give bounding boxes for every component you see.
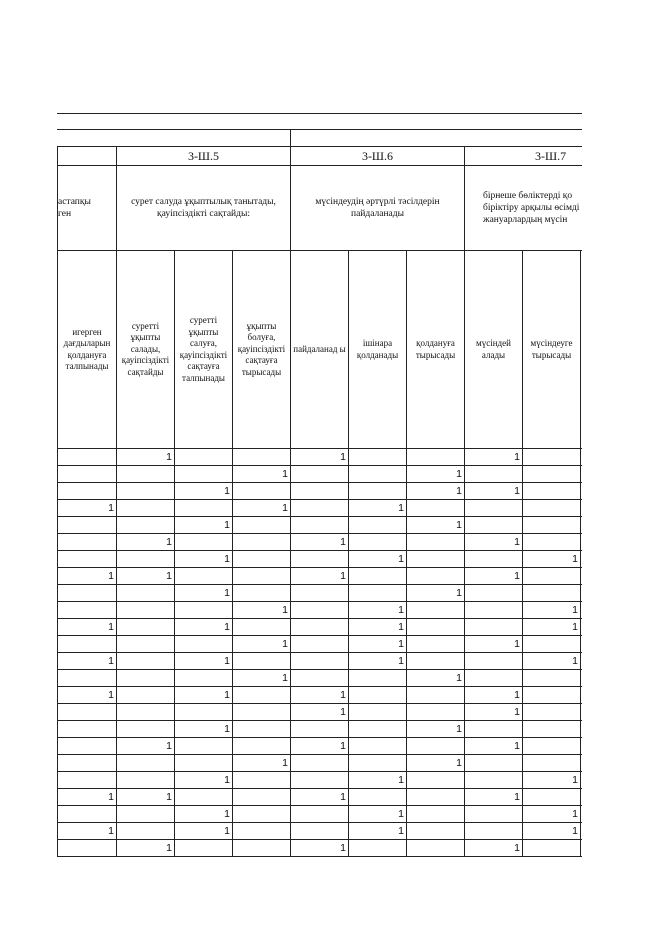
score-cell xyxy=(581,500,583,517)
score-cell xyxy=(291,517,349,534)
score-cell: 1 xyxy=(349,500,407,517)
score-cell xyxy=(291,806,349,823)
score-cell xyxy=(523,449,581,466)
score-cell xyxy=(465,806,523,823)
score-cell xyxy=(523,534,581,551)
score-cell xyxy=(233,806,291,823)
score-cell xyxy=(233,772,291,789)
score-cell xyxy=(349,755,407,772)
score-cell xyxy=(581,772,583,789)
score-cell xyxy=(581,738,583,755)
group-description-cell: сурет салуда ұқыптылық танытады, қауіпсіздікті сақтайды: xyxy=(117,166,291,251)
score-cell xyxy=(233,619,291,636)
score-cell xyxy=(407,704,465,721)
score-cell: 1 xyxy=(291,568,349,585)
score-cell xyxy=(407,687,465,704)
score-cell xyxy=(58,738,117,755)
score-cell xyxy=(523,568,581,585)
score-cell: 1 xyxy=(349,653,407,670)
score-cell: 1 xyxy=(349,619,407,636)
score-cell xyxy=(291,755,349,772)
score-cell xyxy=(407,840,465,857)
score-cell: 1 xyxy=(58,500,117,517)
table-row xyxy=(58,619,583,636)
score-cell xyxy=(291,585,349,602)
score-cell: 1 xyxy=(291,840,349,857)
score-cell xyxy=(581,517,583,534)
score-cell xyxy=(407,823,465,840)
score-cell: 1 xyxy=(117,738,175,755)
top-rule xyxy=(57,113,582,114)
score-cell xyxy=(407,500,465,517)
score-cell: 1 xyxy=(58,568,117,585)
score-cell xyxy=(233,551,291,568)
score-cell xyxy=(407,534,465,551)
score-cell xyxy=(349,738,407,755)
score-cell xyxy=(523,500,581,517)
table-row xyxy=(58,840,583,857)
criterion-cell: игерген дағдыларын қолдануға талпынады xyxy=(58,251,117,449)
score-cell xyxy=(233,789,291,806)
score-cell xyxy=(58,602,117,619)
score-cell xyxy=(523,704,581,721)
score-cell xyxy=(233,704,291,721)
score-cell: 1 xyxy=(523,806,581,823)
score-cell xyxy=(581,602,583,619)
score-cell: 1 xyxy=(233,466,291,483)
score-cell: 1 xyxy=(175,653,233,670)
score-cell xyxy=(407,772,465,789)
score-cell xyxy=(233,721,291,738)
score-cell xyxy=(117,551,175,568)
score-cell xyxy=(407,449,465,466)
score-cell xyxy=(117,806,175,823)
score-cell xyxy=(233,585,291,602)
score-cell xyxy=(349,789,407,806)
score-cell: 1 xyxy=(175,687,233,704)
score-cell: 1 xyxy=(291,738,349,755)
score-cell xyxy=(523,636,581,653)
group-description-cell: бірнеше бөліктерді қо біріктіру арқылы өсімді жануарлардың мүсін xyxy=(465,166,583,251)
score-cell: 1 xyxy=(117,568,175,585)
table-row xyxy=(58,568,583,585)
score-cell xyxy=(407,789,465,806)
score-cell: 1 xyxy=(349,602,407,619)
score-cell: 1 xyxy=(291,704,349,721)
table-row xyxy=(58,772,583,789)
assessment-table xyxy=(57,146,582,857)
score-cell xyxy=(117,500,175,517)
score-cell: 1 xyxy=(465,704,523,721)
score-cell xyxy=(58,551,117,568)
score-cell xyxy=(581,585,583,602)
score-cell xyxy=(175,738,233,755)
score-cell xyxy=(291,772,349,789)
score-cell: 1 xyxy=(175,551,233,568)
score-cell: 1 xyxy=(523,772,581,789)
score-cell xyxy=(581,568,583,585)
score-cell xyxy=(117,466,175,483)
score-cell xyxy=(291,653,349,670)
score-cell xyxy=(349,534,407,551)
score-cell: 1 xyxy=(465,789,523,806)
score-cell xyxy=(465,585,523,602)
score-cell: 1 xyxy=(407,585,465,602)
score-cell: 1 xyxy=(175,483,233,500)
score-cell xyxy=(349,704,407,721)
table-row xyxy=(58,806,583,823)
score-cell xyxy=(175,500,233,517)
score-cell xyxy=(407,551,465,568)
score-cell xyxy=(117,670,175,687)
code-row xyxy=(58,147,583,166)
score-cell xyxy=(465,619,523,636)
score-cell xyxy=(581,687,583,704)
criterion-cell: пайдаланад ы xyxy=(291,251,349,449)
score-cell xyxy=(523,789,581,806)
assessment-sheet xyxy=(57,146,582,882)
score-cell xyxy=(349,585,407,602)
score-cell xyxy=(581,466,583,483)
score-cell: 1 xyxy=(291,449,349,466)
score-cell xyxy=(523,840,581,857)
score-cell xyxy=(58,721,117,738)
score-cell xyxy=(175,568,233,585)
score-cell xyxy=(581,840,583,857)
score-cell xyxy=(465,517,523,534)
score-cell: 1 xyxy=(349,823,407,840)
score-cell: 1 xyxy=(465,483,523,500)
score-cell xyxy=(581,551,583,568)
score-cell xyxy=(407,738,465,755)
score-cell xyxy=(349,466,407,483)
score-cell xyxy=(349,568,407,585)
score-cell xyxy=(175,636,233,653)
score-cell xyxy=(291,483,349,500)
score-cell: 1 xyxy=(407,721,465,738)
score-cell xyxy=(117,823,175,840)
score-cell xyxy=(117,772,175,789)
criterion-cell: мүсіндеуге тырысады xyxy=(523,251,581,449)
score-cell: 1 xyxy=(465,568,523,585)
score-cell xyxy=(58,534,117,551)
score-cell xyxy=(465,755,523,772)
score-cell xyxy=(349,483,407,500)
score-cell xyxy=(117,704,175,721)
score-cell: 1 xyxy=(175,619,233,636)
header-divider xyxy=(290,129,291,146)
score-cell xyxy=(349,721,407,738)
score-cell: 1 xyxy=(465,687,523,704)
score-cell xyxy=(233,483,291,500)
score-cell xyxy=(58,466,117,483)
score-cell xyxy=(175,466,233,483)
score-cell xyxy=(465,466,523,483)
score-cell: 1 xyxy=(291,687,349,704)
score-cell: 1 xyxy=(58,823,117,840)
table-row xyxy=(58,483,583,500)
score-cell: 1 xyxy=(175,585,233,602)
score-cell xyxy=(349,449,407,466)
table-row xyxy=(58,551,583,568)
criterion-cell: суретті ұқыпты салады, қауіпсіздікті сақтайды xyxy=(117,251,175,449)
table-row xyxy=(58,687,583,704)
score-cell xyxy=(465,551,523,568)
score-cell xyxy=(233,568,291,585)
score-cell xyxy=(58,755,117,772)
score-cell xyxy=(117,721,175,738)
score-cell xyxy=(349,670,407,687)
score-cell xyxy=(291,823,349,840)
score-cell xyxy=(581,619,583,636)
score-cell: 1 xyxy=(349,772,407,789)
score-cell xyxy=(233,738,291,755)
header-rule xyxy=(57,129,582,130)
score-cell xyxy=(58,806,117,823)
score-cell xyxy=(523,755,581,772)
score-cell xyxy=(581,704,583,721)
score-cell xyxy=(58,517,117,534)
score-cell xyxy=(117,653,175,670)
criterion-cell: қолдануға тырысады xyxy=(407,251,465,449)
score-cell: 1 xyxy=(291,789,349,806)
score-cell xyxy=(523,670,581,687)
score-cell xyxy=(581,636,583,653)
score-cell xyxy=(523,466,581,483)
score-cell: 1 xyxy=(523,823,581,840)
score-cell xyxy=(58,704,117,721)
criterion-cell: мүсіндей алады xyxy=(465,251,523,449)
score-cell xyxy=(233,823,291,840)
score-cell: 1 xyxy=(523,551,581,568)
score-cell xyxy=(523,687,581,704)
group-code-cell: 3-Ш.5 xyxy=(117,147,291,166)
description-row xyxy=(58,166,583,251)
score-cell xyxy=(581,789,583,806)
score-cell xyxy=(233,449,291,466)
table-row xyxy=(58,534,583,551)
score-cell xyxy=(175,755,233,772)
score-cell xyxy=(117,687,175,704)
score-cell xyxy=(523,517,581,534)
score-cell xyxy=(175,670,233,687)
score-cell xyxy=(58,670,117,687)
group-code-cell: 3-Ш.7 xyxy=(465,147,583,166)
score-cell xyxy=(581,806,583,823)
table-row xyxy=(58,738,583,755)
score-cell xyxy=(175,449,233,466)
table-row xyxy=(58,602,583,619)
table-row xyxy=(58,449,583,466)
score-cell: 1 xyxy=(465,738,523,755)
score-cell xyxy=(291,602,349,619)
score-cell: 1 xyxy=(233,636,291,653)
table-row xyxy=(58,670,583,687)
table-row xyxy=(58,585,583,602)
score-cell: 1 xyxy=(523,619,581,636)
score-cell: 1 xyxy=(349,636,407,653)
score-cell xyxy=(58,483,117,500)
score-cell xyxy=(523,585,581,602)
score-cell: 1 xyxy=(175,806,233,823)
score-cell xyxy=(465,602,523,619)
score-cell xyxy=(233,517,291,534)
score-cell: 1 xyxy=(465,840,523,857)
score-cell xyxy=(465,653,523,670)
score-cell: 1 xyxy=(465,534,523,551)
score-cell: 1 xyxy=(407,670,465,687)
score-cell xyxy=(117,517,175,534)
score-cell: 1 xyxy=(117,789,175,806)
score-cell xyxy=(58,772,117,789)
score-cell xyxy=(523,721,581,738)
score-cell xyxy=(349,840,407,857)
score-cell xyxy=(581,755,583,772)
table-row xyxy=(58,636,583,653)
score-cell: 1 xyxy=(117,534,175,551)
score-cell: 1 xyxy=(58,619,117,636)
score-cell: 1 xyxy=(233,755,291,772)
score-cell: 1 xyxy=(175,721,233,738)
score-cell xyxy=(407,602,465,619)
score-cell xyxy=(117,585,175,602)
score-cell: 1 xyxy=(407,517,465,534)
score-cell: 1 xyxy=(58,789,117,806)
score-cell xyxy=(465,670,523,687)
score-cell xyxy=(233,840,291,857)
score-cell xyxy=(291,500,349,517)
score-cell xyxy=(58,636,117,653)
group-description-cell: астапқы ген xyxy=(58,166,117,251)
score-cell xyxy=(117,619,175,636)
score-cell xyxy=(407,806,465,823)
score-cell xyxy=(58,449,117,466)
score-cell: 1 xyxy=(523,653,581,670)
group-code-cell: 3-Ш.6 xyxy=(291,147,465,166)
score-cell xyxy=(58,840,117,857)
criteria-row xyxy=(58,251,583,449)
table-row xyxy=(58,755,583,772)
score-cell xyxy=(117,755,175,772)
score-cell xyxy=(465,823,523,840)
score-cell xyxy=(581,449,583,466)
score-cell xyxy=(581,721,583,738)
score-cell: 1 xyxy=(175,517,233,534)
score-cell: 1 xyxy=(233,670,291,687)
score-cell xyxy=(523,738,581,755)
score-cell xyxy=(117,483,175,500)
score-cell: 1 xyxy=(407,755,465,772)
score-cell xyxy=(233,534,291,551)
score-cell: 1 xyxy=(117,840,175,857)
score-cell xyxy=(291,636,349,653)
table-row xyxy=(58,823,583,840)
score-cell xyxy=(465,500,523,517)
score-cell xyxy=(581,653,583,670)
score-cell: 1 xyxy=(349,551,407,568)
score-cell: 1 xyxy=(175,823,233,840)
score-cell xyxy=(407,636,465,653)
score-cell: 1 xyxy=(291,534,349,551)
score-cell xyxy=(233,653,291,670)
score-cell xyxy=(349,687,407,704)
score-cell xyxy=(175,534,233,551)
score-cell xyxy=(175,602,233,619)
score-cell xyxy=(175,789,233,806)
criterion-cell: суретті ұқыпты салуға, қауіпсіздікті сақтауға талпынады xyxy=(175,251,233,449)
score-cell: 1 xyxy=(233,500,291,517)
score-cell xyxy=(291,551,349,568)
score-cell xyxy=(581,534,583,551)
score-cell xyxy=(465,721,523,738)
group-description-cell: мүсіндеудің әртүрлі тәсілдерін пайдаланады xyxy=(291,166,465,251)
score-cell xyxy=(581,670,583,687)
table-row xyxy=(58,500,583,517)
table-row xyxy=(58,517,583,534)
table-row xyxy=(58,704,583,721)
score-cell xyxy=(581,823,583,840)
score-cell xyxy=(291,721,349,738)
score-cell xyxy=(175,840,233,857)
score-cell xyxy=(175,704,233,721)
score-cell: 1 xyxy=(465,449,523,466)
score-cell: 1 xyxy=(58,687,117,704)
score-cell xyxy=(117,636,175,653)
score-cell xyxy=(407,653,465,670)
criterion-cell: ішінара қолданады xyxy=(349,251,407,449)
criterion-cell: ұқыпты болуға, қауіпсіздікті сақтауға тырысады xyxy=(233,251,291,449)
score-cell xyxy=(233,687,291,704)
table-row xyxy=(58,466,583,483)
score-cell: 1 xyxy=(523,602,581,619)
score-cell: 1 xyxy=(407,466,465,483)
criterion-cell xyxy=(581,251,583,449)
score-cell xyxy=(523,483,581,500)
group-code-cell xyxy=(58,147,117,166)
score-cell xyxy=(291,619,349,636)
score-cell: 1 xyxy=(349,806,407,823)
score-cell xyxy=(407,619,465,636)
table-row xyxy=(58,721,583,738)
score-cell: 1 xyxy=(233,602,291,619)
score-cell: 1 xyxy=(175,772,233,789)
score-cell xyxy=(581,483,583,500)
score-cell xyxy=(291,466,349,483)
score-cell xyxy=(407,568,465,585)
score-cell: 1 xyxy=(58,653,117,670)
score-cell xyxy=(58,585,117,602)
score-cell xyxy=(291,670,349,687)
score-cell: 1 xyxy=(465,636,523,653)
score-cell xyxy=(349,517,407,534)
score-cell: 1 xyxy=(407,483,465,500)
score-cell xyxy=(465,772,523,789)
score-cell xyxy=(117,602,175,619)
table-row xyxy=(58,653,583,670)
table-row xyxy=(58,789,583,806)
score-cell: 1 xyxy=(117,449,175,466)
